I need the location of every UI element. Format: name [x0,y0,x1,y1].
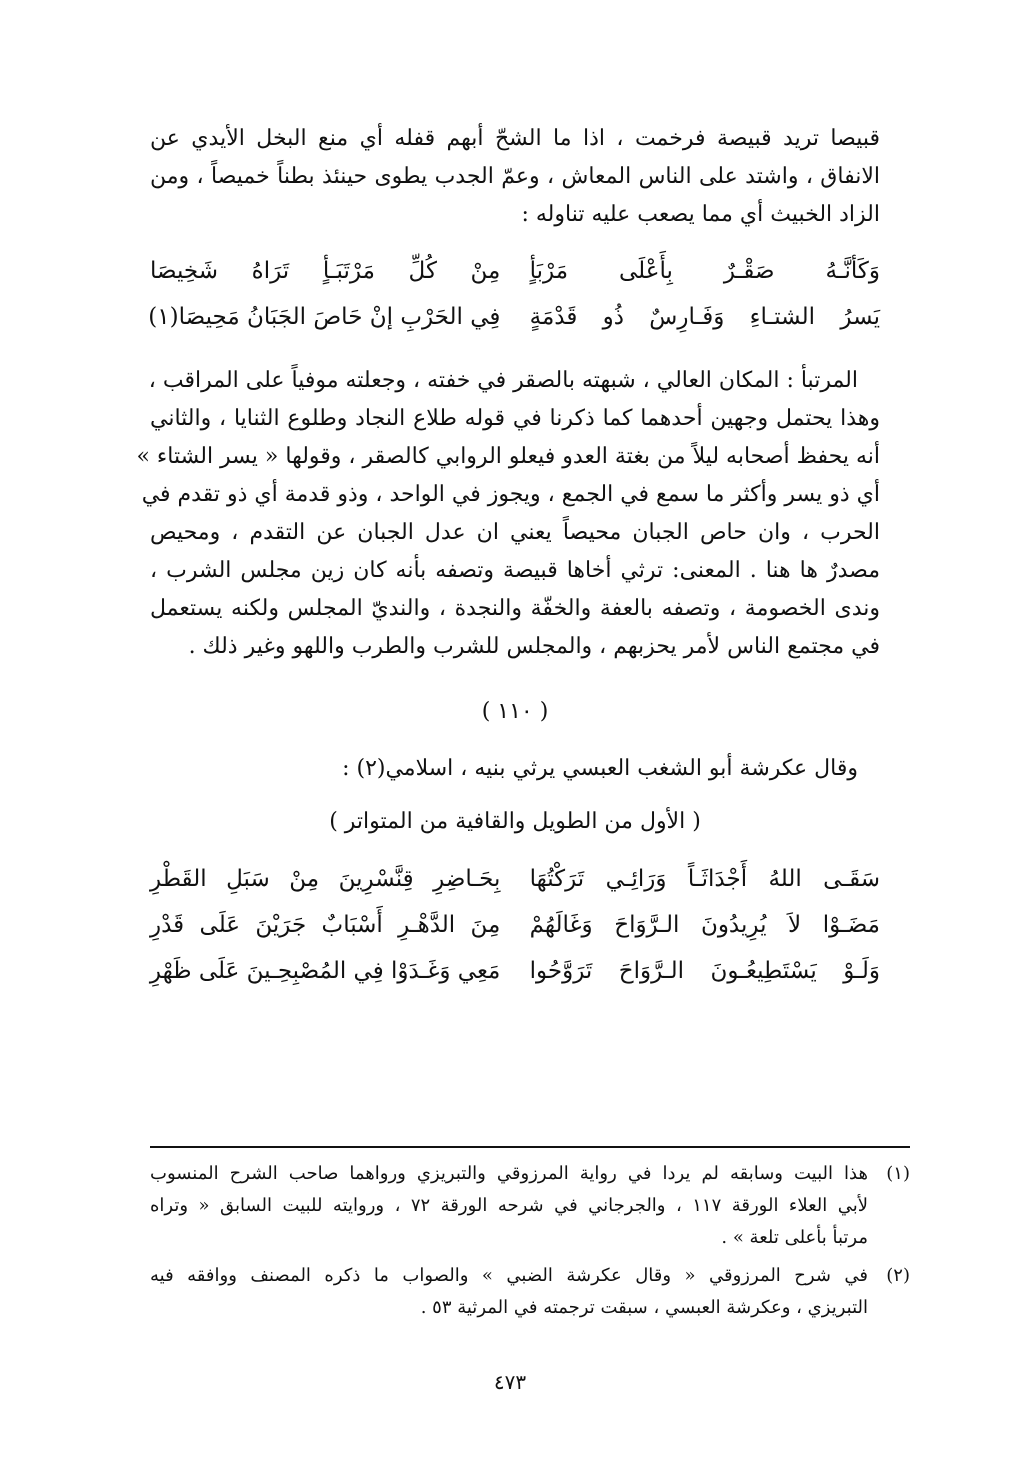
text-line: في مجتمع الناس لأمر يحزبهم ، والمجلس للشرب والطرب واللهو وغير ذلك . [188,634,880,659]
verses-group-2 [150,856,880,994]
text-line: التبريزي ، وعكرشة العبسي ، سبقت ترجمته في المرثية ٥٣ . [420,1297,868,1318]
verse-second-hemistich: مَعِي وَغَـدَوْا فِي المُصْبِحِـينَ عَلَى ظَهْرِ [149,958,501,984]
footnote-number: (٢) [886,1265,910,1286]
text-line: وهذا يحتمل وجهين أحدهما كما ذكرنا في قوله طلاع النجاد وطلوع الثنايا ، والثاني [150,406,880,431]
verse-second-hemistich: بِحَـاضِرِ قِنَّسْرِينَ مِنْ سَبَلِ القَطْرِ [150,866,501,892]
section-number: ( ١١٠ ) [481,699,549,724]
verse-line [150,856,880,902]
footnotes [150,1158,910,1330]
verse-first-hemistich: يَسرُ الشتـاءِ وَفَـارِسٌ ذُو قَدْمَةٍ [529,304,880,330]
verses-group-1 [150,248,880,340]
page-body [136,120,881,1016]
text-line: الانفاق ، واشتد على الناس المعاش ، وعمّ الجدب يطوى حينئذ بطناً خميصاً ، ومن [150,164,880,189]
verse-line [150,902,880,948]
footnote-text [150,1158,868,1254]
verse-second-hemistich: مِنَ الدَّهْـرِ أَسْبَابٌ جَرَيْنَ عَلَى قَدْرِ [150,912,501,938]
text-line: مرتبأ بأعلى تلعة » . [721,1227,868,1248]
text-line: الحرب ، وان حاص الجبان محيصاً يعني ان عدل الجبان عن التقدم ، ومحيص [150,520,881,545]
verse-first-hemistich: وَلَـوْ يَسْتَطِيعُـونَ الـرَّوَاحَ تَرَوَّحُوا [529,958,880,984]
text-line: وقال عكرشة أبو الشغب العبسي يرثي بنيه ، اسلامي(٢) : [342,756,858,781]
text-line: وندى الخصومة ، وتصفه بالعفة والخفّة والنجدة ، والنديّ المجلس ولكنه يستعمل [150,596,880,621]
verse-first-hemistich: مَضَـوْا لاَ يُرِيدُونَ الـرَّوَاحَ وَغَالَهُمْ [529,912,880,938]
poem-intro [150,750,880,788]
text-line: قبيصا تريد قبيصة فرخمت ، اذا ما الشحّ أبهم قفله أي منع البخل الأيدي عن [150,126,880,151]
text-line: في شرح المرزوقي « وقال عكرشة الضبي » والصواب ما ذكره المصنف ووافقه فيه [150,1265,868,1286]
footnote-text [150,1260,868,1324]
meter-note: ( الأول من الطويل والقافية من المتواتر ) [329,809,701,834]
text-line: لأبي العلاء الورقة ١١٧ ، والجرجاني في شرحه الورقة ٧٢ ، وروايته للبيت السابق « وتراه [150,1195,869,1216]
paragraph-2 [136,362,881,666]
text-line: مصدرٌ ها هنا . المعنى: ترثي أخاها قبيصة وتصفه بأنه كان زين مجلس الشرب ، [150,558,880,583]
text-line: أي ذو يسر وأكثر ما سمع في الجمع ، ويجوز في الواحد ، وذو قدمة أي ذو تقدم في [141,482,880,507]
verse-second-hemistich: فِي الحَرْبِ إنْ حَاصَ الجَبَانُ مَحِيصَا(١) [148,304,501,330]
footnote-divider [150,1146,910,1148]
footnote-number: (١) [886,1163,910,1184]
page-number: ٤٧٣ [493,1370,527,1394]
verse-line [150,948,880,994]
paragraph-1 [150,120,880,234]
verse-line [150,248,880,294]
verse-first-hemistich: وَكَأنَّـهُ صَقْـرٌ بِأَعْلَى مَرْبَأٍ [529,258,880,284]
text-line: أنه يحفظ أصحابه ليلاً من بغتة العدو فيعلو الروابي كالصقر ، وقولها « يسر الشتاء » [136,444,880,469]
verse-first-hemistich: سَقَـى اللهُ أَجْدَاثَـاً وَرَائِـي تَرَكْتُهَا [529,866,880,892]
text-line: هذا البيت وسابقه لم يردا في رواية المرزوقي والتبريزي ورواهما صاحب الشرح المنسوب [150,1163,868,1184]
verse-line [150,294,880,340]
text-line: المرتبأ : المكان العالي ، شبهته بالصقر في خفته ، وجعلته موفياً على المراقب ، [148,368,858,393]
verse-second-hemistich: مِنْ كُلِّ مَرْتَبَـأٍ تَرَاهُ شَخِيصَا [150,258,501,284]
text-line: الزاد الخبيث أي مما يصعب عليه تناوله : [521,202,880,227]
footnote-1 [150,1158,910,1254]
footnote-2 [150,1260,910,1324]
